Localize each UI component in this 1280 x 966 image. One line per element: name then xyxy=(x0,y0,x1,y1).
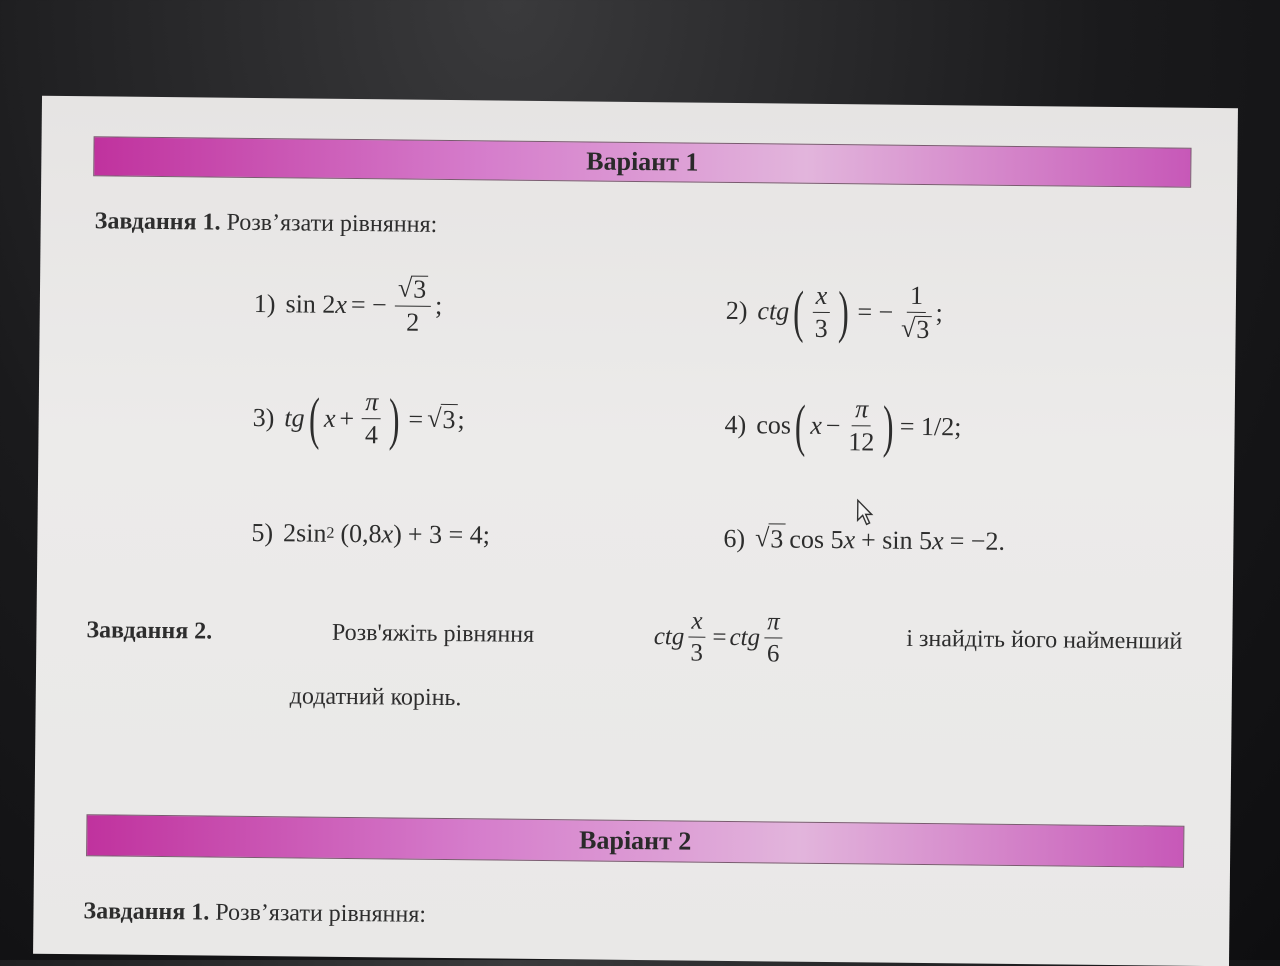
equation-5: 5) 2sin 2 (0,8 x ) + 3 = 4 ; xyxy=(251,517,491,550)
task-1-text: Розв’язати рівняння: xyxy=(215,899,427,928)
fraction: $\frac{\pi}{12}$ xyxy=(848,394,875,457)
task-1-heading xyxy=(95,208,438,239)
mouse-cursor-icon xyxy=(856,498,874,526)
variant-1-header xyxy=(93,136,1191,187)
task-1-label: Завдання 1. xyxy=(83,898,210,926)
task-1-heading-variant-2 xyxy=(83,898,426,929)
fraction: 1 √ 3 xyxy=(900,280,930,345)
task-1-text: Розв’язати рівняння: xyxy=(226,209,438,238)
task-2-text: Розв'яжіть рівняння xyxy=(331,619,535,648)
task-2 xyxy=(86,602,1183,719)
equation-4: 4) cos ( x − $\frac{\pi}{12}$ ) = 1/2 ; xyxy=(724,392,962,459)
fraction: $\frac{\pi}{4}$ xyxy=(362,389,382,448)
task-2-text-cont: і знайдіть його найменший xyxy=(906,625,1183,655)
variant-1-title: Варіант 1 xyxy=(586,146,699,177)
task-2-text-end: додатний корінь. xyxy=(289,683,462,712)
variant-2-header xyxy=(86,814,1184,867)
equation-1: 1) sin 2 x = − √ 3 2 ; xyxy=(253,273,443,337)
task-2-label: Завдання 2. xyxy=(86,617,213,645)
fraction: √ 3 2 xyxy=(394,275,431,335)
task-1-label: Завдання 1. xyxy=(94,208,221,236)
document-page xyxy=(33,96,1238,966)
equation-2: 2) ctg ( $\frac{x}{3}$ ) = − 1 √ 3 ; xyxy=(725,278,943,345)
fraction: $\frac{x}{3}$ xyxy=(812,282,830,341)
equation-6: 6) √ 3 cos 5 x + sin 5 x = −2 . xyxy=(723,523,1006,556)
variant-2-title: Варіант 2 xyxy=(578,825,692,856)
equation-3: 3) tg ( x + $\frac{\pi}{4}$ ) = √ 3 ; xyxy=(252,385,465,452)
task-2-equation: ctg $\frac{x}{3}$ = ctg $\frac{\pi}{6}$ xyxy=(653,608,786,666)
